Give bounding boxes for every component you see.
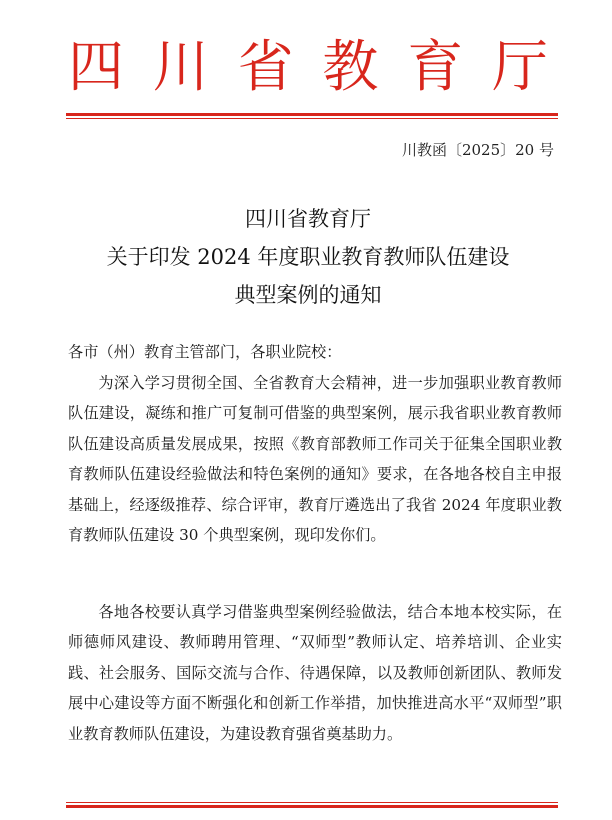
agency-char: 四	[68, 35, 124, 100]
agency-char: 省	[237, 35, 294, 100]
body-paragraph-2: 各地各校要认真学习借鉴典型案例经验做法，结合本地本校实际，在师德师风建设、教师聘用管理、“双师型”教师认定、培养培训、企业实践、社会服务、国际交流与合作、待遇保障，以及教师创新团队、教师发展中心建设等方面不断强化和创新工作举措，加快推进高水平“双师型”职业教育教师队伍建设，为建设教育强省奠基助力。	[68, 603, 562, 743]
title-line-2: 关于印发 2024 年度职业教育教师队伍建设	[106, 245, 510, 269]
header-red-rule-thick	[66, 113, 558, 116]
body-paragraph-1: 为深入学习贯彻全国、全省教育大会精神，进一步加强职业教育教师队伍建设，凝练和推广可复制可借鉴的典型案例，展示我省职业教育教师队伍建设高质量发展成果，按照《教育部教师工作司关于征集全国职业教育教师队伍建设经验做法和特色案例的通知》要求，在各地各校自主申报基础上，经逐级推荐、综合评审，教育厅遴选出了我省 2024 年度职业教育教师队伍建设 30 个典型案例，现印发你们。	[68, 374, 562, 545]
footer-red-rule-thin	[66, 802, 558, 803]
salutation: 各市（州）教育主管部门，各职业院校：	[68, 343, 342, 361]
document-number: 川教函〔2025〕20 号	[401, 141, 554, 159]
agency-char: 教	[322, 35, 379, 100]
agency-char: 川	[152, 35, 209, 100]
agency-char: 厅	[491, 35, 548, 100]
footer-red-rule-thick	[66, 805, 558, 808]
title-line-1: 四川省教育厅	[245, 207, 371, 231]
agency-char: 育	[407, 35, 464, 100]
title-line-3: 典型案例的通知	[234, 283, 382, 307]
agency-header	[68, 32, 548, 104]
header-red-rule-thin	[66, 118, 558, 119]
document-title	[40, 200, 576, 314]
